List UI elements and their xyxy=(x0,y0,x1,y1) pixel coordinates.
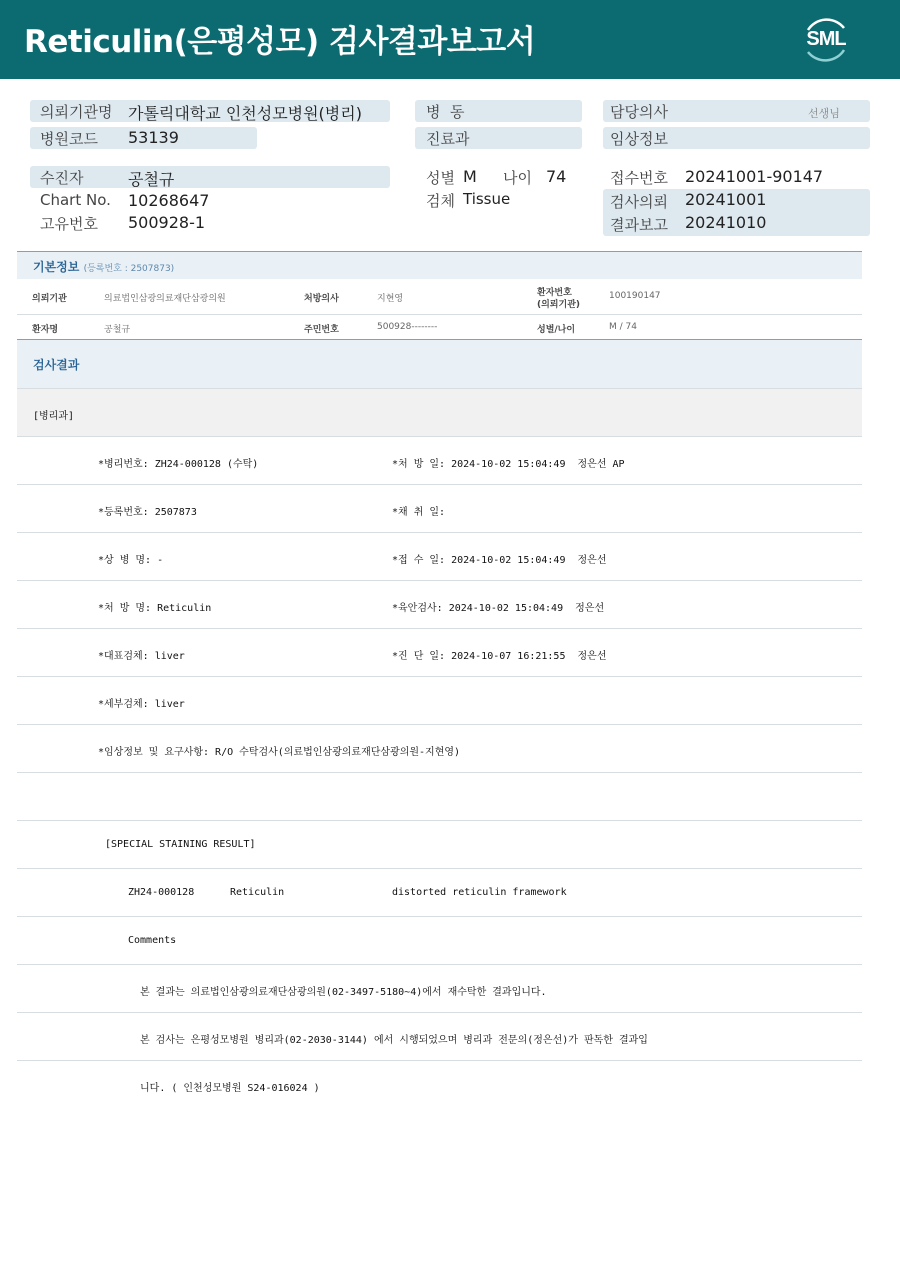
doctor-pill xyxy=(603,100,870,122)
staining-title: [SPECIAL STAINING RESULT] xyxy=(105,839,256,850)
age-value: 74 xyxy=(546,167,567,186)
basic-info-row-2 xyxy=(17,315,862,340)
comment-row xyxy=(17,965,862,1013)
sex-age-row xyxy=(415,166,595,188)
basic-info-reg-note: (등록번호 : 2507873) xyxy=(83,264,175,274)
chart-value: 10268647 xyxy=(128,191,210,210)
result-left: *대표검체: liver xyxy=(98,651,185,662)
staining-result-row xyxy=(17,869,862,917)
receipt-value: 20241001-90147 xyxy=(685,167,824,186)
result-report-value: 20241010 xyxy=(685,213,767,232)
report-title: Reticulin(은평성모) 검사결과보고서 xyxy=(24,24,536,60)
patient-no-key-2: (의뢰기관) xyxy=(537,300,581,310)
unique-id-row xyxy=(30,212,390,234)
comment-text: 본 검사는 은평성모병원 병리과(02-2030-3144) 에서 시행되었으며 병리과 전문의(정은선)가 판독한 결과입 xyxy=(140,1035,648,1046)
institution-val: 의료법인삼광의료재단삼광의원 xyxy=(104,294,226,304)
chart-row xyxy=(30,190,390,212)
results-title: 검사결과 xyxy=(33,358,80,372)
resident-no-key: 주민번호 xyxy=(304,325,339,335)
logo-text: SML xyxy=(806,28,846,50)
basic-info-row-1 xyxy=(17,279,862,315)
comments-label: Comments xyxy=(128,935,177,946)
receipt-label: 접수번호 xyxy=(610,169,668,187)
department-section-row xyxy=(17,389,862,437)
result-row xyxy=(17,629,862,677)
age-label: 나이 xyxy=(503,169,532,187)
results-header xyxy=(17,340,862,389)
patient-value: 공철규 xyxy=(128,170,175,189)
department-pill xyxy=(415,127,582,149)
dates-pill xyxy=(603,189,870,236)
result-row xyxy=(17,533,862,581)
result-left: *병리번호: ZH24-000128 (수탁) xyxy=(98,459,259,470)
basic-info-title: 기본정보 xyxy=(33,260,80,274)
basic-info-header xyxy=(17,251,862,279)
prescriber-key: 처방의사 xyxy=(304,294,339,304)
result-row xyxy=(17,485,862,533)
clinical-info-pill xyxy=(603,127,870,149)
result-right: *육안검사: 2024-10-02 15:04:49 정은선 xyxy=(392,603,605,614)
chart-label: Chart No. xyxy=(40,191,111,209)
institution-pill xyxy=(30,100,390,122)
result-row xyxy=(17,725,862,773)
institution-value: 가톨릭대학교 인천성모병원(병리) xyxy=(128,104,362,123)
patient-pill xyxy=(30,166,390,188)
result-report-label: 결과보고 xyxy=(610,216,668,234)
patient-name-key: 환자명 xyxy=(32,325,59,335)
specimen-row xyxy=(415,189,595,211)
doctor-suffix: 선생님 xyxy=(808,107,840,120)
test-request-value: 20241001 xyxy=(685,190,767,209)
result-right: *채 취 일: xyxy=(392,507,446,518)
result-left: *처 방 명: Reticulin xyxy=(98,603,212,614)
sex-value: M xyxy=(463,167,477,186)
department-label: 진료과 xyxy=(426,130,470,148)
patient-name-val: 공철규 xyxy=(104,325,131,335)
comment-text: 본 결과는 의료법인삼광의료재단삼광의원(02-3497-5180~4)에서 재수탁한 결과입니다. xyxy=(140,987,547,998)
clinical-info-label: 임상정보 xyxy=(610,130,668,148)
patient-label: 수진자 xyxy=(40,169,84,187)
sex-age-val: M / 74 xyxy=(609,322,637,332)
resident-no-val: 500928-------- xyxy=(377,322,438,332)
department-section: [병리과] xyxy=(33,411,75,422)
staining-stain: Reticulin xyxy=(230,887,285,898)
sml-logo xyxy=(800,14,852,66)
hospital-code-label: 병원코드 xyxy=(40,130,98,148)
result-left: *등록번호: 2507873 xyxy=(98,507,197,518)
comment-text: 니다. ( 인천성모병원 S24-016024 ) xyxy=(140,1083,320,1094)
staining-result: distorted reticulin framework xyxy=(392,887,567,898)
specimen-label: 검체 xyxy=(426,192,455,210)
result-row xyxy=(17,677,862,725)
comment-row xyxy=(17,1061,862,1109)
ward-label: 병 동 xyxy=(426,103,465,121)
receipt-row xyxy=(603,166,870,188)
comment-row xyxy=(17,1013,862,1061)
basic-info-title-wrap xyxy=(33,258,174,275)
report-header xyxy=(0,0,900,79)
result-right: *접 수 일: 2024-10-02 15:04:49 정은선 xyxy=(392,555,607,566)
result-left: *세부검체: liver xyxy=(98,699,185,710)
result-right: *처 방 일: 2024-10-02 15:04:49 정은선 AP xyxy=(392,459,625,470)
institution-key: 의뢰기관 xyxy=(32,294,67,304)
ward-pill xyxy=(415,100,582,122)
patient-no-val: 100190147 xyxy=(609,291,661,301)
patient-no-key-1: 환자번호 xyxy=(537,288,572,298)
sex-label: 성별 xyxy=(426,169,455,187)
staining-title-row xyxy=(17,821,862,869)
unique-id-value: 500928-1 xyxy=(128,213,206,232)
result-row xyxy=(17,581,862,629)
prescriber-val: 지현영 xyxy=(377,294,404,304)
result-left: *임상정보 및 요구사항: R/O 수탁검사(의료법인삼광의료재단삼광의원-지현영) xyxy=(98,747,461,758)
blank-row xyxy=(17,773,862,821)
institution-label: 의뢰기관명 xyxy=(40,103,113,121)
staining-no: ZH24-000128 xyxy=(128,887,195,898)
sex-age-key: 성별/나이 xyxy=(537,325,576,335)
unique-id-label: 고유번호 xyxy=(40,215,98,233)
result-left: *상 병 명: - xyxy=(98,555,164,566)
hospital-code-value: 53139 xyxy=(128,128,179,147)
doctor-label: 담당의사 xyxy=(610,103,668,121)
test-request-label: 검사의뢰 xyxy=(610,193,668,211)
result-row xyxy=(17,437,862,485)
result-right: *진 단 일: 2024-10-07 16:21:55 정은선 xyxy=(392,651,607,662)
comments-label-row xyxy=(17,917,862,965)
specimen-value: Tissue xyxy=(463,190,511,208)
hospital-code-pill xyxy=(30,127,257,149)
